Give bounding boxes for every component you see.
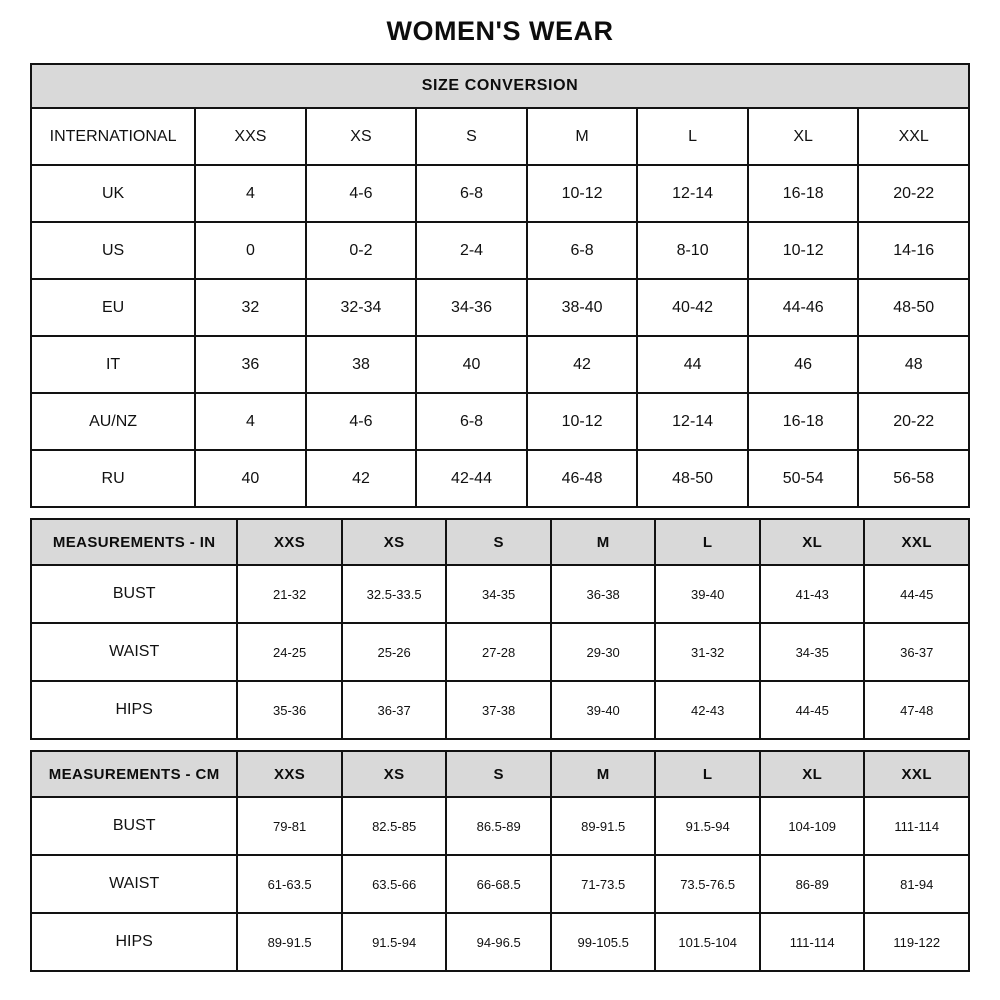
measurement-value-cell: 111-114 bbox=[864, 797, 969, 855]
table-row bbox=[31, 913, 969, 971]
column-header-row bbox=[31, 519, 969, 565]
row-label: WAIST bbox=[31, 623, 237, 681]
size-value-cell: 48-50 bbox=[858, 279, 969, 336]
size-value-cell: 4-6 bbox=[306, 393, 417, 450]
size-value-cell: 50-54 bbox=[748, 450, 859, 507]
measurement-value-cell: 82.5-85 bbox=[342, 797, 447, 855]
size-column-header: XXL bbox=[864, 751, 969, 797]
size-value-cell: 10-12 bbox=[527, 393, 638, 450]
measurement-value-cell: 41-43 bbox=[760, 565, 865, 623]
measurement-value-cell: 21-32 bbox=[237, 565, 342, 623]
measurements-in-table bbox=[30, 518, 970, 740]
size-value-cell: 6-8 bbox=[416, 165, 527, 222]
size-value-cell: 40 bbox=[195, 450, 306, 507]
measurement-value-cell: 37-38 bbox=[446, 681, 551, 739]
size-value-cell: XL bbox=[748, 108, 859, 165]
size-value-cell: 44-46 bbox=[748, 279, 859, 336]
measurement-value-cell: 42-43 bbox=[655, 681, 760, 739]
size-value-cell: M bbox=[527, 108, 638, 165]
measurement-value-cell: 36-37 bbox=[864, 623, 969, 681]
size-column-header: XXS bbox=[237, 519, 342, 565]
size-value-cell: 34-36 bbox=[416, 279, 527, 336]
size-column-header: XL bbox=[760, 751, 865, 797]
size-conversion-title: SIZE CONVERSION bbox=[31, 64, 969, 108]
size-value-cell: 48-50 bbox=[637, 450, 748, 507]
measurement-value-cell: 86-89 bbox=[760, 855, 865, 913]
size-value-cell: 42 bbox=[306, 450, 417, 507]
size-value-cell: 10-12 bbox=[527, 165, 638, 222]
size-value-cell: 46-48 bbox=[527, 450, 638, 507]
size-value-cell: 20-22 bbox=[858, 165, 969, 222]
row-label: INTERNATIONAL bbox=[31, 108, 195, 165]
table-row bbox=[31, 222, 969, 279]
table-row bbox=[31, 855, 969, 913]
row-label: AU/NZ bbox=[31, 393, 195, 450]
measurement-value-cell: 44-45 bbox=[864, 565, 969, 623]
size-value-cell: 0 bbox=[195, 222, 306, 279]
row-label: BUST bbox=[31, 565, 237, 623]
size-value-cell: 10-12 bbox=[748, 222, 859, 279]
measurement-value-cell: 101.5-104 bbox=[655, 913, 760, 971]
row-label: US bbox=[31, 222, 195, 279]
row-label: BUST bbox=[31, 797, 237, 855]
row-label: EU bbox=[31, 279, 195, 336]
size-column-header: L bbox=[655, 751, 760, 797]
table-row bbox=[31, 797, 969, 855]
table-row bbox=[31, 108, 969, 165]
size-value-cell: 46 bbox=[748, 336, 859, 393]
row-label: UK bbox=[31, 165, 195, 222]
size-column-header: S bbox=[446, 519, 551, 565]
size-value-cell: XS bbox=[306, 108, 417, 165]
size-column-header: XL bbox=[760, 519, 865, 565]
size-column-header: XXS bbox=[237, 751, 342, 797]
measurement-value-cell: 39-40 bbox=[551, 681, 656, 739]
table-row bbox=[31, 623, 969, 681]
size-value-cell: 4 bbox=[195, 165, 306, 222]
table-row bbox=[31, 681, 969, 739]
row-label: HIPS bbox=[31, 681, 237, 739]
size-value-cell: 6-8 bbox=[527, 222, 638, 279]
measurement-value-cell: 47-48 bbox=[864, 681, 969, 739]
size-value-cell: 6-8 bbox=[416, 393, 527, 450]
measurement-value-cell: 34-35 bbox=[446, 565, 551, 623]
measurement-value-cell: 29-30 bbox=[551, 623, 656, 681]
measurements-cm-table bbox=[30, 750, 970, 972]
size-value-cell: 56-58 bbox=[858, 450, 969, 507]
size-value-cell: 32 bbox=[195, 279, 306, 336]
size-value-cell: XXS bbox=[195, 108, 306, 165]
size-value-cell: 4-6 bbox=[306, 165, 417, 222]
measurement-value-cell: 63.5-66 bbox=[342, 855, 447, 913]
size-column-header: M bbox=[551, 519, 656, 565]
row-label: IT bbox=[31, 336, 195, 393]
size-column-header: L bbox=[655, 519, 760, 565]
size-column-header: S bbox=[446, 751, 551, 797]
measurement-value-cell: 36-37 bbox=[342, 681, 447, 739]
size-value-cell: 44 bbox=[637, 336, 748, 393]
measurement-value-cell: 99-105.5 bbox=[551, 913, 656, 971]
measurement-value-cell: 39-40 bbox=[655, 565, 760, 623]
size-value-cell: 40 bbox=[416, 336, 527, 393]
measurement-value-cell: 91.5-94 bbox=[655, 797, 760, 855]
size-column-header: M bbox=[551, 751, 656, 797]
size-column-header: XS bbox=[342, 751, 447, 797]
measurement-value-cell: 111-114 bbox=[760, 913, 865, 971]
measurement-value-cell: 44-45 bbox=[760, 681, 865, 739]
table-row bbox=[31, 393, 969, 450]
row-label: RU bbox=[31, 450, 195, 507]
size-value-cell: 42 bbox=[527, 336, 638, 393]
measurement-value-cell: 104-109 bbox=[760, 797, 865, 855]
table-row bbox=[31, 450, 969, 507]
measurement-value-cell: 94-96.5 bbox=[446, 913, 551, 971]
measurement-value-cell: 89-91.5 bbox=[551, 797, 656, 855]
measurement-value-cell: 86.5-89 bbox=[446, 797, 551, 855]
row-label: HIPS bbox=[31, 913, 237, 971]
size-value-cell: 16-18 bbox=[748, 393, 859, 450]
measurement-value-cell: 32.5-33.5 bbox=[342, 565, 447, 623]
measurement-value-cell: 31-32 bbox=[655, 623, 760, 681]
row-label: WAIST bbox=[31, 855, 237, 913]
measurement-value-cell: 35-36 bbox=[237, 681, 342, 739]
measurement-value-cell: 25-26 bbox=[342, 623, 447, 681]
measurement-value-cell: 89-91.5 bbox=[237, 913, 342, 971]
measurement-value-cell: 71-73.5 bbox=[551, 855, 656, 913]
size-value-cell: 0-2 bbox=[306, 222, 417, 279]
measurement-value-cell: 36-38 bbox=[551, 565, 656, 623]
measurements-cm-title: MEASUREMENTS - CM bbox=[31, 751, 237, 797]
measurement-value-cell: 91.5-94 bbox=[342, 913, 447, 971]
table-row bbox=[31, 165, 969, 222]
size-value-cell: 36 bbox=[195, 336, 306, 393]
size-value-cell: 38 bbox=[306, 336, 417, 393]
size-column-header: XS bbox=[342, 519, 447, 565]
measurement-value-cell: 81-94 bbox=[864, 855, 969, 913]
size-value-cell: L bbox=[637, 108, 748, 165]
size-value-cell: 16-18 bbox=[748, 165, 859, 222]
size-value-cell: 2-4 bbox=[416, 222, 527, 279]
measurement-value-cell: 119-122 bbox=[864, 913, 969, 971]
size-value-cell: 4 bbox=[195, 393, 306, 450]
table-row bbox=[31, 565, 969, 623]
page-title: WOMEN'S WEAR bbox=[386, 16, 614, 46]
size-value-cell: 48 bbox=[858, 336, 969, 393]
measurement-value-cell: 27-28 bbox=[446, 623, 551, 681]
size-conversion-table bbox=[30, 63, 970, 508]
size-value-cell: 40-42 bbox=[637, 279, 748, 336]
size-value-cell: 12-14 bbox=[637, 393, 748, 450]
measurement-value-cell: 24-25 bbox=[237, 623, 342, 681]
measurements-in-title: MEASUREMENTS - IN bbox=[31, 519, 237, 565]
table-row bbox=[31, 336, 969, 393]
measurement-value-cell: 66-68.5 bbox=[446, 855, 551, 913]
size-value-cell: 42-44 bbox=[416, 450, 527, 507]
size-column-header: XXL bbox=[864, 519, 969, 565]
measurement-value-cell: 73.5-76.5 bbox=[655, 855, 760, 913]
measurement-value-cell: 79-81 bbox=[237, 797, 342, 855]
measurement-value-cell: 61-63.5 bbox=[237, 855, 342, 913]
size-value-cell: 8-10 bbox=[637, 222, 748, 279]
size-value-cell: 14-16 bbox=[858, 222, 969, 279]
size-value-cell: 12-14 bbox=[637, 165, 748, 222]
table-row bbox=[31, 279, 969, 336]
column-header-row bbox=[31, 751, 969, 797]
size-value-cell: 20-22 bbox=[858, 393, 969, 450]
size-value-cell: 38-40 bbox=[527, 279, 638, 336]
size-value-cell: XXL bbox=[858, 108, 969, 165]
measurement-value-cell: 34-35 bbox=[760, 623, 865, 681]
section-header-row bbox=[31, 64, 969, 108]
size-value-cell: 32-34 bbox=[306, 279, 417, 336]
size-value-cell: S bbox=[416, 108, 527, 165]
